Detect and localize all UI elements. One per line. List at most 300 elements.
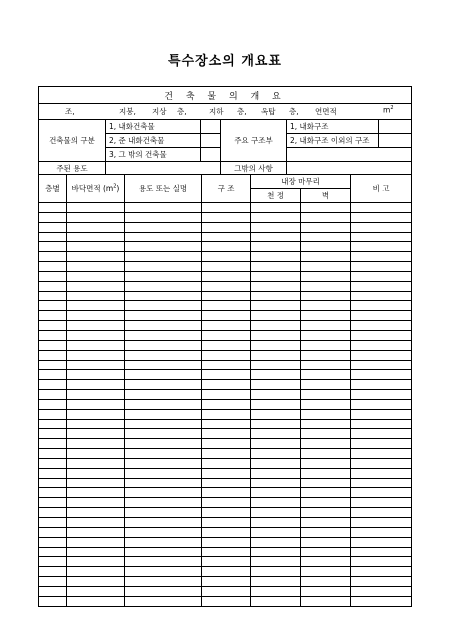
table-cell[interactable] xyxy=(39,557,67,567)
table-cell[interactable] xyxy=(202,350,251,360)
table-cell[interactable] xyxy=(202,567,251,577)
table-cell[interactable] xyxy=(351,281,412,291)
table-cell[interactable] xyxy=(351,271,412,281)
table-cell[interactable] xyxy=(301,291,351,301)
table-cell[interactable] xyxy=(351,449,412,459)
table-cell[interactable] xyxy=(125,330,202,340)
table-cell[interactable] xyxy=(39,478,67,488)
table-cell[interactable] xyxy=(67,429,125,439)
table-cell[interactable] xyxy=(301,350,351,360)
table-cell[interactable] xyxy=(351,547,412,557)
main-structure-check-1[interactable] xyxy=(379,120,412,134)
table-cell[interactable] xyxy=(125,360,202,370)
table-cell[interactable] xyxy=(301,468,351,478)
main-use-field[interactable] xyxy=(106,162,221,175)
table-cell[interactable] xyxy=(39,321,67,331)
table-cell[interactable] xyxy=(301,271,351,281)
table-cell[interactable] xyxy=(39,390,67,400)
table-cell[interactable] xyxy=(251,596,301,606)
table-cell[interactable] xyxy=(301,567,351,577)
table-cell[interactable] xyxy=(202,547,251,557)
table-cell[interactable] xyxy=(202,232,251,242)
main-structure-blank xyxy=(287,148,412,162)
building-class-check-2[interactable] xyxy=(201,134,221,148)
table-cell[interactable] xyxy=(351,311,412,321)
table-cell[interactable] xyxy=(202,291,251,301)
table-cell[interactable] xyxy=(351,409,412,419)
table-cell[interactable] xyxy=(351,508,412,518)
table-cell[interactable] xyxy=(125,321,202,331)
table-cell[interactable] xyxy=(39,458,67,468)
table-cell[interactable] xyxy=(251,577,301,587)
table-cell[interactable] xyxy=(125,577,202,587)
table-cell[interactable] xyxy=(67,439,125,449)
table-cell[interactable] xyxy=(202,458,251,468)
table-cell[interactable] xyxy=(125,301,202,311)
table-cell[interactable] xyxy=(67,242,125,252)
table-cell[interactable] xyxy=(351,301,412,311)
building-class-check-3[interactable] xyxy=(201,148,221,162)
table-cell[interactable] xyxy=(202,577,251,587)
table-cell[interactable] xyxy=(301,321,351,331)
table-cell[interactable] xyxy=(301,596,351,606)
table-cell[interactable] xyxy=(125,567,202,577)
table-cell[interactable] xyxy=(202,222,251,232)
table-cell[interactable] xyxy=(351,478,412,488)
table-cell[interactable] xyxy=(251,399,301,409)
table-cell[interactable] xyxy=(125,271,202,281)
table-cell[interactable] xyxy=(301,390,351,400)
table-cell[interactable] xyxy=(67,380,125,390)
table-cell[interactable] xyxy=(39,340,67,350)
table-cell[interactable] xyxy=(125,596,202,606)
table-cell[interactable] xyxy=(301,488,351,498)
table-cell[interactable] xyxy=(301,370,351,380)
table-cell[interactable] xyxy=(67,586,125,596)
table-cell[interactable] xyxy=(301,458,351,468)
table-cell[interactable] xyxy=(125,399,202,409)
table-cell[interactable] xyxy=(67,321,125,331)
table-cell[interactable] xyxy=(125,547,202,557)
table-cell[interactable] xyxy=(351,242,412,252)
table-cell[interactable] xyxy=(251,468,301,478)
table-cell[interactable] xyxy=(251,498,301,508)
table-cell[interactable] xyxy=(301,222,351,232)
table-cell[interactable] xyxy=(67,399,125,409)
table-cell[interactable] xyxy=(39,271,67,281)
table-cell[interactable] xyxy=(125,252,202,262)
table-cell[interactable] xyxy=(125,409,202,419)
table-cell[interactable] xyxy=(125,350,202,360)
table-cell[interactable] xyxy=(202,370,251,380)
table-cell[interactable] xyxy=(351,399,412,409)
table-cell[interactable] xyxy=(39,468,67,478)
table-cell[interactable] xyxy=(202,360,251,370)
table-cell[interactable] xyxy=(351,203,412,213)
building-class-check-1[interactable] xyxy=(201,120,221,134)
table-row xyxy=(39,409,412,419)
table-cell[interactable] xyxy=(67,557,125,567)
table-cell[interactable] xyxy=(39,212,67,222)
table-cell[interactable] xyxy=(351,488,412,498)
table-cell[interactable] xyxy=(202,262,251,272)
table-cell[interactable] xyxy=(251,252,301,262)
table-cell[interactable] xyxy=(202,518,251,528)
table-cell[interactable] xyxy=(67,468,125,478)
table-cell[interactable] xyxy=(251,390,301,400)
table-cell[interactable] xyxy=(301,380,351,390)
table-cell[interactable] xyxy=(125,537,202,547)
table-cell[interactable] xyxy=(251,360,301,370)
table-cell[interactable] xyxy=(125,380,202,390)
table-cell[interactable] xyxy=(251,311,301,321)
table-cell[interactable] xyxy=(125,232,202,242)
table-cell[interactable] xyxy=(251,508,301,518)
table-cell[interactable] xyxy=(202,271,251,281)
table-cell[interactable] xyxy=(67,232,125,242)
table-cell[interactable] xyxy=(202,478,251,488)
table-cell[interactable] xyxy=(39,439,67,449)
table-cell[interactable] xyxy=(202,596,251,606)
table-row xyxy=(39,301,412,311)
table-cell[interactable] xyxy=(301,537,351,547)
table-cell[interactable] xyxy=(251,330,301,340)
table-cell[interactable] xyxy=(202,281,251,291)
table-cell[interactable] xyxy=(67,291,125,301)
table-cell[interactable] xyxy=(125,340,202,350)
table-cell[interactable] xyxy=(67,547,125,557)
table-cell[interactable] xyxy=(39,360,67,370)
table-cell[interactable] xyxy=(351,498,412,508)
table-cell[interactable] xyxy=(125,281,202,291)
table-cell[interactable] xyxy=(202,340,251,350)
table-cell[interactable] xyxy=(301,498,351,508)
table-cell[interactable] xyxy=(251,212,301,222)
table-cell[interactable] xyxy=(301,311,351,321)
table-cell[interactable] xyxy=(351,222,412,232)
table-cell[interactable] xyxy=(251,321,301,331)
table-cell[interactable] xyxy=(301,399,351,409)
table-cell[interactable] xyxy=(67,419,125,429)
table-cell[interactable] xyxy=(202,527,251,537)
table-cell[interactable] xyxy=(202,429,251,439)
table-cell[interactable] xyxy=(39,203,67,213)
table-cell[interactable] xyxy=(202,419,251,429)
table-cell[interactable] xyxy=(39,419,67,429)
table-cell[interactable] xyxy=(301,242,351,252)
table-cell[interactable] xyxy=(351,370,412,380)
table-cell[interactable] xyxy=(301,252,351,262)
table-cell[interactable] xyxy=(301,449,351,459)
table-cell[interactable] xyxy=(251,458,301,468)
table-cell[interactable] xyxy=(39,262,67,272)
table-cell[interactable] xyxy=(301,212,351,222)
table-cell[interactable] xyxy=(67,390,125,400)
table-cell[interactable] xyxy=(351,380,412,390)
table-cell[interactable] xyxy=(125,468,202,478)
table-cell[interactable] xyxy=(67,370,125,380)
table-cell[interactable] xyxy=(202,311,251,321)
table-cell[interactable] xyxy=(251,527,301,537)
table-cell[interactable] xyxy=(125,291,202,301)
table-cell[interactable] xyxy=(39,301,67,311)
table-cell[interactable] xyxy=(351,429,412,439)
table-cell[interactable] xyxy=(39,370,67,380)
table-cell[interactable] xyxy=(67,301,125,311)
table-cell[interactable] xyxy=(39,330,67,340)
table-cell[interactable] xyxy=(251,537,301,547)
table-cell[interactable] xyxy=(39,498,67,508)
table-cell[interactable] xyxy=(351,350,412,360)
table-cell[interactable] xyxy=(39,291,67,301)
table-cell[interactable] xyxy=(125,429,202,439)
table-cell[interactable] xyxy=(39,449,67,459)
table-cell[interactable] xyxy=(67,458,125,468)
table-cell[interactable] xyxy=(67,350,125,360)
table-cell[interactable] xyxy=(125,212,202,222)
table-cell[interactable] xyxy=(251,380,301,390)
table-cell[interactable] xyxy=(251,340,301,350)
table-cell[interactable] xyxy=(39,488,67,498)
table-cell[interactable] xyxy=(67,212,125,222)
table-cell[interactable] xyxy=(351,458,412,468)
table-cell[interactable] xyxy=(125,203,202,213)
table-cell[interactable] xyxy=(39,596,67,606)
table-cell[interactable] xyxy=(67,252,125,262)
table-cell[interactable] xyxy=(39,232,67,242)
table-cell[interactable] xyxy=(39,311,67,321)
table-cell[interactable] xyxy=(351,419,412,429)
table-cell[interactable] xyxy=(125,262,202,272)
table-cell[interactable] xyxy=(301,232,351,242)
table-cell[interactable] xyxy=(251,557,301,567)
table-cell[interactable] xyxy=(351,321,412,331)
table-cell[interactable] xyxy=(251,586,301,596)
table-cell[interactable] xyxy=(202,439,251,449)
table-cell[interactable] xyxy=(301,419,351,429)
table-cell[interactable] xyxy=(251,478,301,488)
table-cell[interactable] xyxy=(351,586,412,596)
table-cell[interactable] xyxy=(202,399,251,409)
table-cell[interactable] xyxy=(251,419,301,429)
table-cell[interactable] xyxy=(251,429,301,439)
table-cell[interactable] xyxy=(39,547,67,557)
table-cell[interactable] xyxy=(351,567,412,577)
table-cell[interactable] xyxy=(39,527,67,537)
table-cell[interactable] xyxy=(351,577,412,587)
table-cell[interactable] xyxy=(301,439,351,449)
table-cell[interactable] xyxy=(251,203,301,213)
table-cell[interactable] xyxy=(125,557,202,567)
table-cell[interactable] xyxy=(251,262,301,272)
table-cell[interactable] xyxy=(202,537,251,547)
table-cell[interactable] xyxy=(125,488,202,498)
table-cell[interactable] xyxy=(202,586,251,596)
table-cell[interactable] xyxy=(202,409,251,419)
table-cell[interactable] xyxy=(301,508,351,518)
table-cell[interactable] xyxy=(202,321,251,331)
table-cell[interactable] xyxy=(301,281,351,291)
table-cell[interactable] xyxy=(202,449,251,459)
table-cell[interactable] xyxy=(251,222,301,232)
table-cell[interactable] xyxy=(67,281,125,291)
table-cell[interactable] xyxy=(39,242,67,252)
table-cell[interactable] xyxy=(251,291,301,301)
table-cell[interactable] xyxy=(39,577,67,587)
table-cell[interactable] xyxy=(67,478,125,488)
table-cell[interactable] xyxy=(39,567,67,577)
table-cell[interactable] xyxy=(251,271,301,281)
table-cell[interactable] xyxy=(251,232,301,242)
table-cell[interactable] xyxy=(39,537,67,547)
table-cell[interactable] xyxy=(301,547,351,557)
table-cell[interactable] xyxy=(202,301,251,311)
table-cell[interactable] xyxy=(251,449,301,459)
table-cell[interactable] xyxy=(202,212,251,222)
table-cell[interactable] xyxy=(251,518,301,528)
table-cell[interactable] xyxy=(301,518,351,528)
table-cell[interactable] xyxy=(39,222,67,232)
table-cell[interactable] xyxy=(301,301,351,311)
table-cell[interactable] xyxy=(351,439,412,449)
table-cell[interactable] xyxy=(251,488,301,498)
table-cell[interactable] xyxy=(67,518,125,528)
table-cell[interactable] xyxy=(67,409,125,419)
table-cell[interactable] xyxy=(125,370,202,380)
table-cell[interactable] xyxy=(67,340,125,350)
table-cell[interactable] xyxy=(39,586,67,596)
table-cell[interactable] xyxy=(351,252,412,262)
table-cell[interactable] xyxy=(125,586,202,596)
table-cell[interactable] xyxy=(125,498,202,508)
table-cell[interactable] xyxy=(202,330,251,340)
table-cell[interactable] xyxy=(39,252,67,262)
table-cell[interactable] xyxy=(67,262,125,272)
table-cell[interactable] xyxy=(202,557,251,567)
table-cell[interactable] xyxy=(39,429,67,439)
table-cell[interactable] xyxy=(251,242,301,252)
table-cell[interactable] xyxy=(125,478,202,488)
table-cell[interactable] xyxy=(39,380,67,390)
table-cell[interactable] xyxy=(125,439,202,449)
table-cell[interactable] xyxy=(301,527,351,537)
table-cell[interactable] xyxy=(351,340,412,350)
table-cell[interactable] xyxy=(251,370,301,380)
table-cell[interactable] xyxy=(351,390,412,400)
table-cell[interactable] xyxy=(67,360,125,370)
table-cell[interactable] xyxy=(67,596,125,606)
table-cell[interactable] xyxy=(251,409,301,419)
table-cell[interactable] xyxy=(351,557,412,567)
table-cell[interactable] xyxy=(67,449,125,459)
table-cell[interactable] xyxy=(351,262,412,272)
table-cell[interactable] xyxy=(202,508,251,518)
table-cell[interactable] xyxy=(39,409,67,419)
table-cell[interactable] xyxy=(202,468,251,478)
table-cell[interactable] xyxy=(202,488,251,498)
table-cell[interactable] xyxy=(301,429,351,439)
table-cell[interactable] xyxy=(251,281,301,291)
table-cell[interactable] xyxy=(125,311,202,321)
table-cell[interactable] xyxy=(301,409,351,419)
table-cell[interactable] xyxy=(125,419,202,429)
table-cell[interactable] xyxy=(125,390,202,400)
table-cell[interactable] xyxy=(67,537,125,547)
table-cell[interactable] xyxy=(67,203,125,213)
table-cell[interactable] xyxy=(39,281,67,291)
table-cell[interactable] xyxy=(202,203,251,213)
table-cell[interactable] xyxy=(351,360,412,370)
table-cell[interactable] xyxy=(202,498,251,508)
table-cell[interactable] xyxy=(351,291,412,301)
table-cell[interactable] xyxy=(351,330,412,340)
table-cell[interactable] xyxy=(351,518,412,528)
table-cell[interactable] xyxy=(125,508,202,518)
table-cell[interactable] xyxy=(67,567,125,577)
table-cell[interactable] xyxy=(301,262,351,272)
table-cell[interactable] xyxy=(67,311,125,321)
table-cell[interactable] xyxy=(251,301,301,311)
table-cell[interactable] xyxy=(301,330,351,340)
table-cell[interactable] xyxy=(351,212,412,222)
table-cell[interactable] xyxy=(202,252,251,262)
table-cell[interactable] xyxy=(351,537,412,547)
table-cell[interactable] xyxy=(251,439,301,449)
table-cell[interactable] xyxy=(67,498,125,508)
table-cell[interactable] xyxy=(301,340,351,350)
table-cell[interactable] xyxy=(67,488,125,498)
table-cell[interactable] xyxy=(251,567,301,577)
table-cell[interactable] xyxy=(125,242,202,252)
table-cell[interactable] xyxy=(301,577,351,587)
table-cell[interactable] xyxy=(351,232,412,242)
table-cell[interactable] xyxy=(39,518,67,528)
table-cell[interactable] xyxy=(251,350,301,360)
floors-table xyxy=(38,174,412,607)
table-cell[interactable] xyxy=(67,271,125,281)
table-cell[interactable] xyxy=(39,508,67,518)
table-cell[interactable] xyxy=(301,586,351,596)
building-overview-table xyxy=(38,86,412,175)
main-structure-check-2[interactable] xyxy=(379,134,412,148)
table-cell[interactable] xyxy=(67,577,125,587)
table-cell[interactable] xyxy=(39,350,67,360)
table-cell[interactable] xyxy=(351,468,412,478)
table-cell[interactable] xyxy=(301,203,351,213)
table-cell[interactable] xyxy=(125,458,202,468)
table-cell[interactable] xyxy=(251,547,301,557)
table-cell[interactable] xyxy=(351,596,412,606)
table-cell[interactable] xyxy=(125,449,202,459)
table-cell[interactable] xyxy=(301,557,351,567)
table-cell[interactable] xyxy=(202,390,251,400)
table-cell[interactable] xyxy=(125,518,202,528)
other-field[interactable] xyxy=(287,162,412,175)
table-cell[interactable] xyxy=(39,399,67,409)
table-cell[interactable] xyxy=(67,222,125,232)
table-cell[interactable] xyxy=(301,360,351,370)
table-cell[interactable] xyxy=(67,527,125,537)
table-cell[interactable] xyxy=(301,478,351,488)
table-cell[interactable] xyxy=(67,508,125,518)
table-cell[interactable] xyxy=(202,380,251,390)
table-cell[interactable] xyxy=(125,527,202,537)
table-cell[interactable] xyxy=(67,330,125,340)
structure-text: 조, xyxy=(65,107,75,116)
table-cell[interactable] xyxy=(351,527,412,537)
table-cell[interactable] xyxy=(125,222,202,232)
table-cell[interactable] xyxy=(202,242,251,252)
